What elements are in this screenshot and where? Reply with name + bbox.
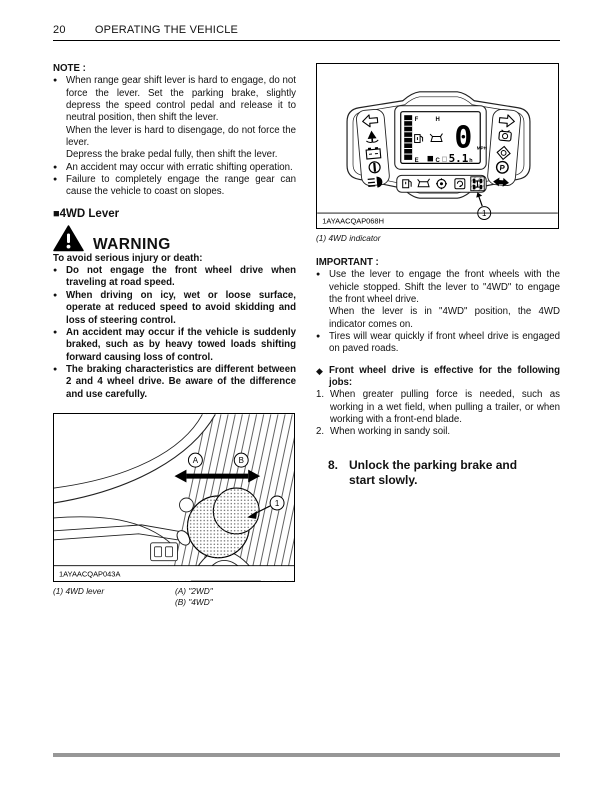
note-label: NOTE : xyxy=(53,63,86,74)
warning-text: When driving on icy, wet or loose surface, operate at reduced speed to avoid skidding and loss of steering control. xyxy=(66,289,296,326)
list-item xyxy=(53,290,296,327)
frame-lines xyxy=(54,525,181,540)
important-list xyxy=(316,269,560,355)
speed-value: 0 xyxy=(454,120,473,156)
warning-intro: To avoid serious injury or death: xyxy=(53,252,203,264)
parking-brake-icon xyxy=(496,161,508,173)
warning-label: WARNING xyxy=(93,235,171,253)
bullet-icon: ● xyxy=(316,271,321,279)
right-column xyxy=(316,63,560,489)
list-item xyxy=(53,364,296,401)
list-item xyxy=(53,162,296,174)
fuel-full-label: F xyxy=(414,117,419,124)
callout-b xyxy=(234,453,248,467)
list-item xyxy=(53,327,296,364)
section-title: 4WD Lever xyxy=(59,207,120,220)
bullet-icon: ● xyxy=(53,291,58,299)
strip-transmission-icon xyxy=(455,179,465,189)
temp-high-label: H xyxy=(435,117,440,124)
diamond-icon: ◆ xyxy=(316,365,323,376)
item-number: 2. xyxy=(316,426,325,438)
left-column xyxy=(53,63,296,608)
page-header xyxy=(53,24,560,36)
header-rule xyxy=(53,40,560,41)
hourmeter-value: 5.1 xyxy=(448,151,469,165)
step-8 xyxy=(316,458,560,489)
bullet-icon: ● xyxy=(53,163,58,171)
list-item xyxy=(316,389,560,426)
list-item xyxy=(53,174,296,199)
note-text: An accident may occur with erratic shifting operation. xyxy=(66,161,293,173)
caption-item: (1) 4WD lever xyxy=(53,585,105,596)
note-text: Depress the brake pedal fully, then shift the lever. xyxy=(66,149,278,161)
list-item xyxy=(316,331,560,356)
bullet-icon: ● xyxy=(53,176,58,184)
svg-text:1: 1 xyxy=(274,498,280,508)
section-heading xyxy=(53,208,296,220)
item-text: When greater pulling force is needed, such as working in a wet field, when pulling a trailer, or when working with a front-end blade. xyxy=(330,389,560,426)
fuel-empty-label: E xyxy=(414,157,419,164)
svg-text:1: 1 xyxy=(482,209,487,219)
note-text: When range gear shift lever is hard to engage, do not force the lever. Set the parking brake, slightly depress the speed control pedal and release it to neutral position, then shift the lever. xyxy=(66,75,296,124)
warning-text: Do not engage the front wheel drive when traveling at road speed. xyxy=(66,265,296,289)
important-text: Use the lever to engage the front wheels with the vehicle stopped. Shift the lever to "4WD" to engage the front wheel drive. xyxy=(329,269,560,306)
note-text: When the lever is hard to disengage, do not force the lever. xyxy=(66,124,296,149)
figure-code: 1AYAACQAP043A xyxy=(58,569,121,579)
jobs-heading: Front wheel drive is effective for the following jobs: xyxy=(329,364,560,389)
caption-item: (B) "4WD" xyxy=(175,596,213,607)
bullet-icon: ● xyxy=(53,77,58,85)
temp-bar xyxy=(428,156,433,161)
figure-code: 1AYAACQAP068H xyxy=(322,216,384,226)
list-item xyxy=(316,426,560,438)
cluster-illustration xyxy=(317,64,558,228)
pivot-circle xyxy=(179,498,193,512)
svg-text:A: A xyxy=(192,456,199,466)
warning-text: The braking characteristics are different between 2 and 4 wheel drive. Be aware of the difference and use carefully. xyxy=(66,363,296,400)
chapter-title: OPERATING THE VEHICLE xyxy=(94,24,239,36)
warning-list xyxy=(53,265,296,401)
svg-text:P: P xyxy=(499,163,506,173)
speed-unit: MPH xyxy=(476,145,487,151)
list-item xyxy=(53,265,296,290)
note-text: Failure to completely engage the range gear can cause the vehicle to coast on slopes. xyxy=(66,174,296,198)
step-number: 8. xyxy=(328,457,339,472)
fuel-gauge-bar xyxy=(404,115,412,160)
list-item xyxy=(316,269,560,331)
caption-item: (A) "2WD" xyxy=(175,585,213,596)
bullet-icon: ● xyxy=(53,267,58,275)
item-text: When working in sandy soil. xyxy=(330,426,451,438)
lever-illustration xyxy=(54,414,294,581)
figure-4wd-lever xyxy=(53,413,295,582)
item-number: 1. xyxy=(316,389,325,401)
warning-text: An accident may occur if the vehicle is suddenly braked, such as by heavy towed loads shifting forward causing loss of control. xyxy=(66,326,296,363)
figure-captions xyxy=(53,586,296,608)
figure-4wd-indicator xyxy=(316,63,559,229)
callout-1 xyxy=(476,192,490,219)
note-list xyxy=(53,75,296,198)
list-item xyxy=(53,75,296,161)
bullet-icon: ● xyxy=(53,365,58,373)
hourmeter-unit: h xyxy=(469,157,473,164)
four-wd-indicator-icon xyxy=(471,177,484,191)
step-text: Unlock the parking brake and start slowly. xyxy=(349,457,518,488)
important-section xyxy=(316,257,560,356)
svg-text:B: B xyxy=(238,456,244,466)
bullet-icon: ● xyxy=(316,333,321,341)
warning-header xyxy=(53,225,296,252)
footer-bar xyxy=(53,753,560,757)
important-text: Tires will wear quickly if front wheel drive is engaged on paved roads. xyxy=(329,331,560,355)
callout-a xyxy=(188,453,202,467)
oil-pressure-icon xyxy=(369,161,381,173)
important-text: When the lever is in "4WD" position, the 4WD indicator comes on. xyxy=(329,306,560,330)
jobs-section xyxy=(316,365,560,439)
jobs-list xyxy=(316,389,560,438)
warning-triangle-icon xyxy=(53,225,84,252)
figure-caption: (1) 4WD indicator xyxy=(316,233,381,243)
temp-cold-label: C xyxy=(435,157,440,164)
section-marker-icon: ■ xyxy=(53,207,60,220)
bullet-icon: ● xyxy=(53,328,58,336)
important-label: IMPORTANT : xyxy=(316,257,379,268)
page-number: 20 xyxy=(53,24,66,36)
